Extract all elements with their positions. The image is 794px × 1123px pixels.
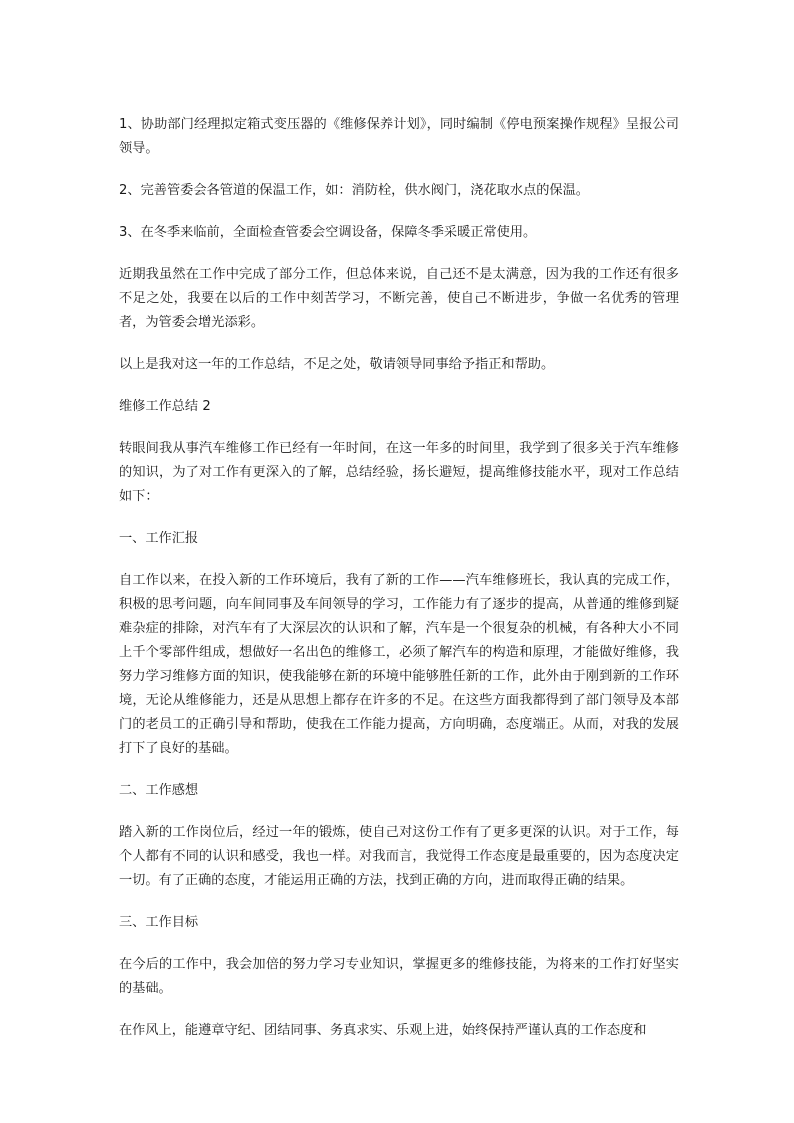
document-page — [119, 113, 679, 1043]
paragraph-work-report: 自工作以来，在投入新的工作环境后，我有了新的工作——汽车维修班长，我认真的完成工作，积极的思考问题，向车间同事及车间领导的学习，工作能力有了逐步的提高，从普通的维修到疑难杂症的排除，对汽车有了大深层次的认识和了解，汽车是一个很复杂的机械，有各种大小不同上千个零部件组成，想做好一名出色的维修工，必须了解汽车的构造和原理，才能做好维修，我努力学习维修方面的知识，使我能够在新的环境中能够胜任新的工作，此外由于刚到新的工作环境，无论从维修能力，还是从思想上都存在许多的不足。在这些方面我都得到了部门领导及本部门的老员工的正确引导和帮助，使我在工作能力提高，方向明确，态度端正。从而，对我的发展打下了良好的基础。 — [119, 573, 679, 756]
paragraph-task-3: 3、在冬季来临前，全面检查管委会空调设备，保障冬季采暖正常使用。 — [119, 225, 537, 240]
paragraph-self-assessment: 近期我虽然在工作中完成了部分工作，但总体来说，自己还不是太满意，因为我的工作还有很多不足之处，我要在以后的工作中刻苦学习，不断完善，使自己不断进步，争做一名优秀的管理者，为管委会增光添彩。 — [119, 267, 679, 330]
paragraph-task-1: 1、协助部门经理拟定箱式变压器的《维修保养计划》，同时编制《停电预案操作规程》呈报公司领导。 — [119, 117, 679, 156]
paragraph-work-thoughts: 踏入新的工作岗位后，经过一年的锻炼，使自己对这份工作有了更多更深的认识。对于工作，每个人都有不同的认识和感受，我也一样。对我而言，我觉得工作态度是最重要的，因为态度决定一切。有了正确的态度，才能运用正确的方法，找到正确的方向，进而取得正确的结果。 — [119, 825, 679, 888]
paragraph-work-style: 在作风上，能遵章守纪、团结同事、务真求实、乐观上进，始终保持严谨认真的工作态度和 — [119, 1023, 647, 1038]
paragraph-intro: 转眼间我从事汽车维修工作已经有一年时间，在这一年多的时间里，我学到了很多关于汽车维修的知识，为了对工作有更深入的了解，总结经验，扬长避短，提高维修技能水平，现对工作总结如下： — [119, 441, 679, 504]
heading-work-goals: 三、工作目标 — [119, 915, 199, 930]
heading-work-report: 一、工作汇报 — [119, 531, 199, 546]
paragraph-work-goals: 在今后的工作中，我会加倍的努力学习专业知识，掌握更多的维修技能，为将来的工作打好坚实的基础。 — [119, 957, 679, 996]
section-title-summary-2: 维修工作总结 2 — [119, 399, 211, 414]
paragraph-closing: 以上是我对这一年的工作总结，不足之处，敬请领导同事给予指正和帮助。 — [119, 357, 555, 372]
heading-work-thoughts: 二、工作感想 — [119, 783, 199, 798]
paragraph-task-2: 2、完善管委会各管道的保温工作，如：消防栓，供水阀门，浇花取水点的保温。 — [119, 183, 589, 198]
